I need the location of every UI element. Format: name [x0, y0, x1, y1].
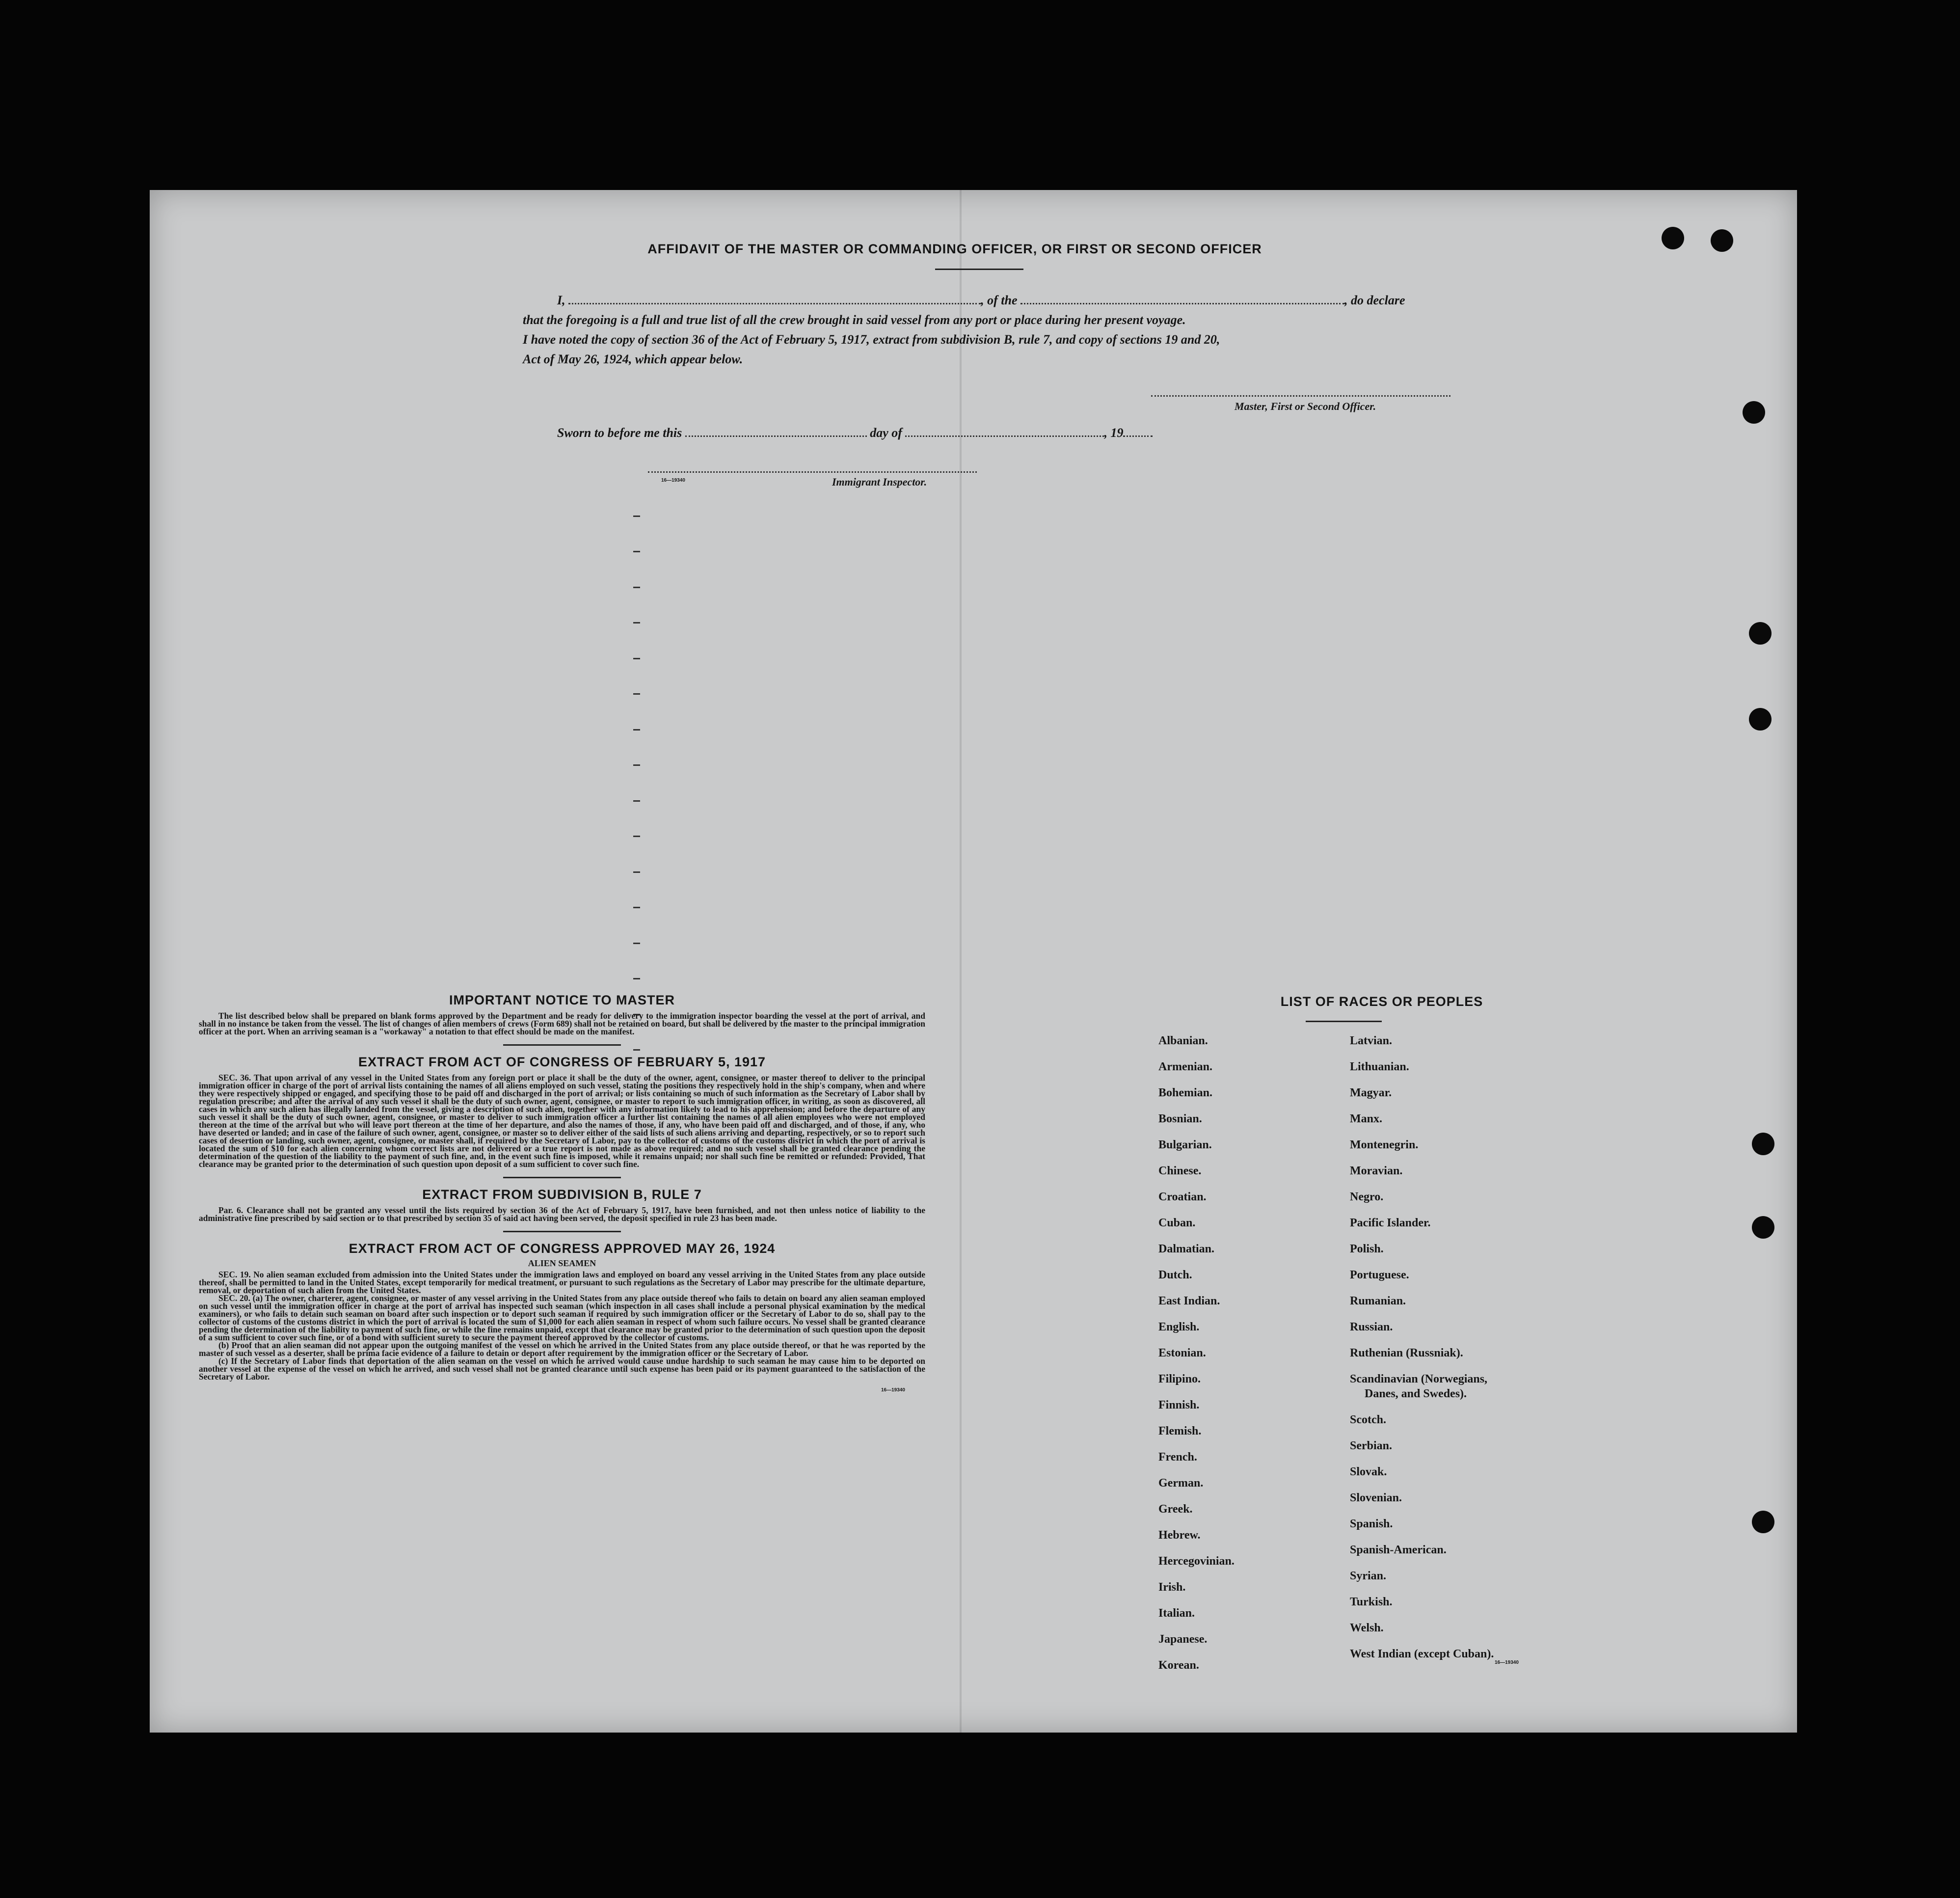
- punch-hole: [1743, 401, 1765, 424]
- punch-hole: [1752, 1511, 1774, 1533]
- extract-1917-body: SEC. 36. That upon arrival of any vessel in the United States from any foreign port or place it shall be the duty of the owner, agent, consignee, or master thereof to deliver to the principal immigration officer in charge of the port of arrival lists containing the names of all aliens employed on such vessel, stating the positions they respectively hold in the ship's company, when and where they were respectively shipped or engaged, and specifying those to be paid off and discharged in the port of arrival; or lists containing so much of such information as the Secretary of Labor shall by regulation prescribe; and after the arrival of any such vessel it shall be the duty of such owner, agent, consignee, or master to report to such immigration officer, in writing, as soon as discovered, all cases in which any such alien has illegally landed from the vessel, giving a description of such alien, together with any information likely to lead to his apprehension; and before the departure of any such vessel it shall be the duty of such owner, agent, consignee, or master to deliver to such immigration officer a further list containing the names of all alien employees who were not employed thereon at the time of the arrival but who will leave port thereon at the time of her departure, and also the names of those, if any, who have been paid off and discharged, and of those, if any, who have deserted or landed; and in case of the failure of such owner, agent, consignee, or master so to deliver either of the said lists of such aliens arriving and departing, respectively, or so to report such cases of desertion or landing, such owner, agent, consignee, or master shall, if required by the Secretary of Labor, pay to the collector of customs of the customs district in which the port of arrival is located the sum of $10 for each alien concerning whom correct lists are not delivered or a true report is not made as above required; and no such vessel shall be granted clearance pending the determination of the question of the liability to the payment of such fine, and, in the event such fine is imposed, while it remains unpaid; nor shall such fine be remitted or refunded: Provided, That clearance may be granted prior to the determination of such question upon deposit of a sum sufficient to cover such fine.: [199, 1073, 925, 1169]
- race-item: Dutch.: [1158, 1269, 1192, 1281]
- title-rule: [935, 269, 1023, 270]
- race-item: Italian.: [1158, 1607, 1195, 1620]
- tick-mark: [633, 729, 640, 731]
- race-item: Latvian.: [1350, 1034, 1393, 1047]
- tick-mark: [633, 943, 640, 944]
- race-item: English.: [1158, 1321, 1200, 1333]
- extract-1917-rule: [503, 1177, 621, 1178]
- affidavit-body: [523, 291, 1441, 369]
- race-item: Finnish.: [1158, 1399, 1200, 1411]
- race-item: Croatian.: [1158, 1191, 1207, 1203]
- race-item: Korean.: [1158, 1659, 1199, 1672]
- races-title: LIST OF RACES OR PEOPLES: [1280, 994, 1483, 1009]
- race-item: Lithuanian.: [1350, 1060, 1409, 1073]
- race-item: Danes, and Swedes).: [1365, 1387, 1467, 1400]
- race-item: Scotch.: [1350, 1413, 1386, 1426]
- affidavit-line4: Act of May 26, 1924, which appear below.: [523, 352, 743, 366]
- race-item: French.: [1158, 1451, 1197, 1464]
- affidavit-title: AFFIDAVIT OF THE MASTER OR COMMANDING OFFICER, OR FIRST OR SECOND OFFICER: [647, 242, 1262, 256]
- tick-mark: [633, 800, 640, 802]
- race-item: Moravian.: [1350, 1165, 1403, 1177]
- master-label: Master, First or Second Officer.: [1235, 400, 1376, 412]
- tick-mark: [633, 978, 640, 979]
- race-item: Serbian.: [1350, 1439, 1393, 1452]
- day-of-label: day of: [870, 426, 902, 440]
- punch-hole: [1711, 229, 1733, 252]
- race-item: Spanish-American.: [1350, 1544, 1447, 1556]
- tick-mark: [633, 693, 640, 695]
- punch-hole: [1749, 622, 1772, 645]
- race-item: Bohemian.: [1158, 1086, 1213, 1099]
- race-item: Estonian.: [1158, 1347, 1206, 1359]
- punch-hole: [1749, 708, 1772, 731]
- affidavit-of-the: , of the: [981, 293, 1018, 307]
- notices-column: [199, 993, 925, 1393]
- extract-form-number: 16—19340: [881, 1387, 905, 1393]
- race-item: Spanish.: [1350, 1518, 1393, 1530]
- race-item: Polish.: [1350, 1243, 1384, 1255]
- tick-mark: [633, 871, 640, 873]
- race-item: Negro.: [1350, 1191, 1384, 1203]
- sworn-year-field[interactable]: [1123, 425, 1153, 437]
- tick-mark: [633, 587, 640, 588]
- inspector-signature-line[interactable]: [648, 471, 977, 473]
- race-item: Russian.: [1350, 1321, 1393, 1333]
- race-item: Pacific Islander.: [1350, 1217, 1431, 1229]
- sec20c-body: (c) If the Secretary of Labor finds that deportation of the alien seaman on the vessel on which he arrived would cause undue hardship to such seaman he may cause him to be deported on another vessel at the expense of the vessel on which he arrived, and such vessel shall not be granted clearance until such expense has been paid or its payment guaranteed to the satisfaction of the Secretary of Labor.: [199, 1356, 925, 1382]
- punch-hole: [1752, 1216, 1774, 1239]
- affidavit-i: I,: [557, 293, 565, 307]
- tick-mark: [633, 764, 640, 766]
- race-item: Irish.: [1158, 1581, 1186, 1594]
- race-item: Bosnian.: [1158, 1112, 1202, 1125]
- sec20a-body: SEC. 20. (a) The owner, charterer, agent, consignee, or master of any vessel arriving in the United States from any place outside thereof who fails to detain on board any alien seaman employed on such vessel until the immigration officer in charge at the port of arrival has inspected such seaman (which inspection in all cases shall include a personal physical examination by the medical examiners), or who fails to detain such seaman on board after such inspection or to deport such seaman if required by such immigration officer or the Secretary of Labor to do so, shall pay to the collector of customs of the customs district in which the port of arrival is located the sum of $1,000 for each alien seaman in respect of whom such failure occurs. No vessel shall be granted clearance pending the determination of the liability to payment of such fine, or while the fine remains unpaid, except that clearance may be granted prior to the determination of such question upon the deposit of a sum sufficient to cover such fine, or of a bond with sufficient surety to secure the payment thereof approved by the collector of customs.: [199, 1293, 925, 1342]
- punch-hole: [1752, 1133, 1774, 1155]
- race-item: Japanese.: [1158, 1633, 1208, 1646]
- subdivision-body: Par. 6. Clearance shall not be granted any vessel until the lists required by section 36 of the Act of February 5, 1917, have been furnished, and not then unless notice of liability to the administrative fine prescribed by said section or to that prescribed by section 35 of said act having been served, the deposit specified in rule 23 has been made.: [199, 1205, 925, 1223]
- extract-1917-title: EXTRACT FROM ACT OF CONGRESS OF FEBRUARY 5, 1917: [358, 1055, 766, 1069]
- race-item: Chinese.: [1158, 1165, 1202, 1177]
- affidavit-line3: I have noted the copy of section 36 of the Act of February 5, 1917, extract from subdivision B, rule 7, and copy of sections 19 and 20,: [523, 332, 1220, 347]
- race-item: German.: [1158, 1477, 1204, 1490]
- extract-1924-title: EXTRACT FROM ACT OF CONGRESS APPROVED MAY 26, 1924: [349, 1241, 776, 1256]
- race-item: Montenegrin.: [1350, 1139, 1419, 1151]
- race-item: Cuban.: [1158, 1217, 1196, 1229]
- notice-body: The list described below shall be prepared on blank forms approved by the Department and be ready for delivery to the immigration inspector boarding the vessel at the port of arrival, and shall in no instance be taken from the vessel. The list of changes of alien members of crews (Form 689) shall not be retained on board, but shall be delivered by the master to the principal immigration officer at the port. When an arriving seaman is a "workaway" a notation to that effect should be made on the manifest.: [199, 1011, 925, 1036]
- race-item: Portuguese.: [1350, 1269, 1409, 1281]
- year-label: , 19: [1104, 426, 1124, 440]
- sworn-day-field[interactable]: [685, 425, 867, 437]
- tick-mark: [633, 836, 640, 837]
- race-item: Manx.: [1350, 1112, 1382, 1125]
- race-item: Slovenian.: [1350, 1491, 1402, 1504]
- race-item: Syrian.: [1350, 1570, 1387, 1582]
- race-item: Bulgarian.: [1158, 1139, 1212, 1151]
- race-item: East Indian.: [1158, 1295, 1220, 1307]
- race-item: Scandinavian (Norwegians,: [1350, 1373, 1488, 1385]
- tick-mark: [633, 907, 640, 908]
- race-item: Hebrew.: [1158, 1529, 1201, 1542]
- master-signature-line[interactable]: [1151, 395, 1450, 397]
- race-item: Rumanian.: [1350, 1295, 1406, 1307]
- race-item: Armenian.: [1158, 1060, 1212, 1073]
- tick-mark: [633, 622, 640, 624]
- race-item: West Indian (except Cuban).: [1350, 1648, 1494, 1660]
- affidavit-line2: that the foregoing is a full and true list of all the crew brought in said vessel from any port or place during her present voyage.: [523, 313, 1186, 327]
- race-item: Albanian.: [1158, 1034, 1208, 1047]
- name-field[interactable]: [568, 292, 981, 304]
- inspector-label: Immigrant Inspector.: [832, 476, 927, 488]
- punch-hole: [1662, 227, 1684, 249]
- races-rule: [1306, 1021, 1382, 1022]
- tick-mark: [633, 551, 640, 552]
- tick-mark: [633, 515, 640, 517]
- races-form-number: 16—19340: [1495, 1660, 1519, 1665]
- race-item: Ruthenian (Russniak).: [1350, 1347, 1463, 1359]
- sec20b-body: (b) Proof that an alien seaman did not appear upon the outgoing manifest of the vessel on which he arrived in the United States from any place outside thereof, or that he was reported by the master of such vessel as a deserter, shall be prima facie evidence of a failure to detain or deport after requirement by the immigration officer or the Secretary of Labor.: [199, 1340, 925, 1358]
- race-item: Welsh.: [1350, 1622, 1384, 1634]
- sec19-body: SEC. 19. No alien seaman excluded from admission into the United States under the immigration laws and employed on board any vessel arriving in the United States from any place outside thereof, shall be permitted to land in the United States, except temporarily for medical treatment, or pursuant to such regulations as the Secretary of Labor may prescribe for the ultimate departure, removal, or deportation of such alien from the United States.: [199, 1270, 925, 1295]
- race-item: Turkish.: [1350, 1596, 1393, 1608]
- race-item: Filipino.: [1158, 1373, 1201, 1385]
- race-item: Dalmatian.: [1158, 1243, 1214, 1255]
- race-item: Hercegovinian.: [1158, 1555, 1235, 1568]
- alien-seamen-subtitle: ALIEN SEAMEN: [528, 1258, 596, 1268]
- vessel-field[interactable]: [1020, 292, 1344, 304]
- race-item: Greek.: [1158, 1503, 1193, 1516]
- sworn-label: Sworn to before me this: [557, 426, 682, 440]
- subdivision-rule: [503, 1231, 621, 1232]
- race-item: Slovak.: [1350, 1465, 1387, 1478]
- sworn-line: [557, 425, 1153, 440]
- affidavit-form-number: 16—19340: [661, 478, 685, 483]
- subdivision-title: EXTRACT FROM SUBDIVISION B, RULE 7: [422, 1187, 702, 1202]
- race-item: Flemish.: [1158, 1425, 1202, 1437]
- sworn-month-field[interactable]: [905, 425, 1104, 437]
- manifest-page: [150, 190, 1797, 1733]
- tick-mark: [633, 658, 640, 659]
- race-item: Magyar.: [1350, 1086, 1392, 1099]
- notice-rule: [503, 1044, 621, 1046]
- affidavit-declare: , do declare: [1344, 293, 1405, 307]
- notice-title: IMPORTANT NOTICE TO MASTER: [449, 993, 675, 1007]
- page-fold: [960, 190, 962, 1733]
